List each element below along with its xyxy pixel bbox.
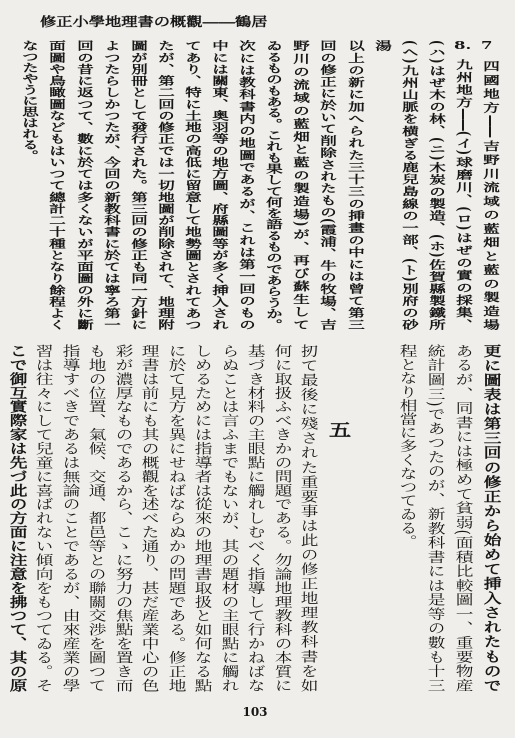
text-column: 中には關東、奥羽等の地方圖、府縣圖等が多く挿入され xyxy=(210,40,230,330)
text-column: ゐるものもある。これも果して何を語るものであらうか。 xyxy=(264,40,284,330)
text-column: 彩が濃厚なものであるから、こゝに努力の焦點を置き而 xyxy=(111,344,133,692)
text-column: 回の昔に返つて、數に於ては多くないが平面圖の外に斷 xyxy=(75,40,95,330)
text-column: 程となり相當に多くなつてゐる。 xyxy=(395,344,417,548)
text-column: も地の位置、氣候、交通、都邑等との聯關交渉を圖つて xyxy=(84,344,106,692)
running-header: 修正小學地理書の概觀――鶴居 xyxy=(40,14,268,29)
text-column: しめるためには指導者は從來の地理書取扱と如何なる點 xyxy=(190,344,212,692)
text-column: 圖が別冊として發行された。第三回の修正も同一方針に xyxy=(129,40,149,330)
text-column: らぬことは言ふまでもないが、其の題材の主眼點に觸れ xyxy=(217,344,239,692)
list-item xyxy=(448,40,478,330)
list-item-number: 8. xyxy=(454,40,472,51)
text-column: 統計圖三)であつたのが、新教科書には是等の數も十三 xyxy=(423,344,445,692)
text-column: あるが、同書には極めて貧弱(面積比較圖一、重要物産 xyxy=(451,344,473,692)
text-column: なつたやうに思はれる。 xyxy=(20,40,40,161)
text-column: (ヘ)九州山脈を横ぎる鹿兒島線の一部、(ト)別府の砂 xyxy=(400,40,420,330)
text-column: 野川の流域の藍畑と藍の製造場)が、再び蘇生して xyxy=(291,40,311,330)
list-item-text: 四國地方――吉野川流域の藍畑と藍の製造場 xyxy=(481,60,501,330)
section-heading: 五 xyxy=(328,421,352,441)
text-column: たが、第二回の修正では一切地圖が削除されて、地理附 xyxy=(156,40,176,330)
text-column: 習は往々にして兒童に喜ばれない傾向をもつてゐる。そ xyxy=(31,344,53,692)
text-column: 何に取扱ふべきかの問題である。勿論地理教科の本質に xyxy=(270,344,292,692)
list-item-number: 7 xyxy=(481,40,493,51)
text-column: よつたらしかつたが、今回の新教科書に於ては寧ろ第一 xyxy=(102,40,122,330)
list-item-text: 九州地方――(イ)球磨川、(ロ)はぜの實の採集、 xyxy=(454,59,474,330)
text-column: 以上の新に加へられた三十三の挿畫の中には曾て第三 xyxy=(346,40,366,330)
text-column: 回の修正に於いて削除されたもの(霞浦、牛の牧場、吉 xyxy=(318,40,338,330)
text-column: こで御互實際家は先づ此の方面に注意を拂つて、其の原 xyxy=(5,344,27,692)
text-column: 次には教科書内の地圖であるが、これは第一回のもの xyxy=(237,40,257,330)
text-column: 湯 xyxy=(373,40,393,51)
text-column: 基づき材料の主眼點に觸れしむべく指導して行かねばな xyxy=(243,344,265,692)
text-column: 指導すべきであるは無論のことであるが、由來産業の學 xyxy=(58,344,80,692)
list-item xyxy=(475,40,505,330)
text-column: 理書は前にも其の概觀を述べた通り、甚だ産業中心の色 xyxy=(137,344,159,692)
text-column: 面圖や鳥瞰圖などもはいつて總計二十種となり餘程よく xyxy=(47,40,67,330)
page-number: 103 xyxy=(242,705,268,719)
text-column: 更に圖表は第三回の修正から始めて挿入されたもので xyxy=(479,344,501,692)
text-column: (ハ)はぜ木の林、(ニ)木炭の製造、(ホ)佐賀縣製鐵所 xyxy=(427,40,447,330)
text-column: てあり、特に土地の高低に留意して地勢圖とされてあつ xyxy=(183,40,203,330)
text-column: 扨て最後に殘された重要事は此の修正地理教科書を如 xyxy=(296,344,318,692)
text-column: に於て見方を異にせねばならぬかの問題である。修正地 xyxy=(164,344,186,692)
